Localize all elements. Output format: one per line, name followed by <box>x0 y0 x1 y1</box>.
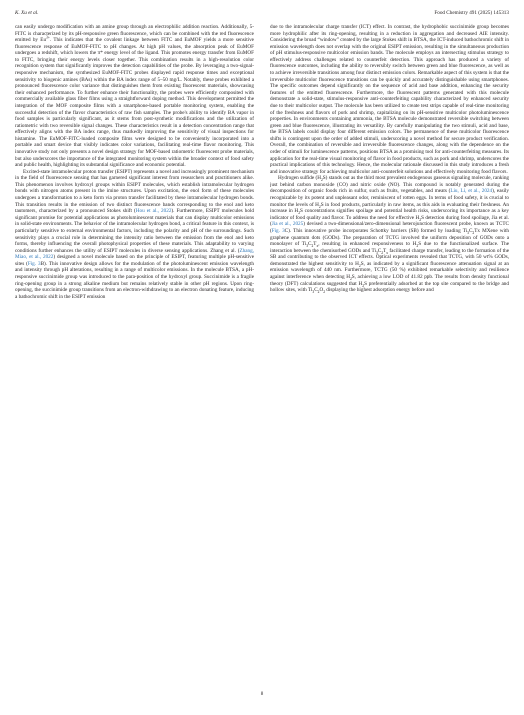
citation-link[interactable]: Zhang, Miao, et al., 2022 <box>15 247 254 261</box>
two-column-body <box>15 24 509 686</box>
superscript: 3+ <box>46 35 50 40</box>
subscript: 2 <box>323 290 325 295</box>
subscript: 3 <box>467 230 469 235</box>
subscript: 2 <box>317 290 320 295</box>
citation-link[interactable]: Jia et al., 2025 <box>271 221 304 228</box>
citation-link[interactable]: Liu, Li, et al., 2024 <box>450 188 493 195</box>
subscript: 2 <box>416 244 419 249</box>
running-header <box>15 10 509 20</box>
subscript: 2 <box>381 250 384 255</box>
paragraph-btsa: due to the intramolecular charge transfer (ICT) effect. In contrast, the hydrophobic succinimide group becomes more hydrophilic after its ring-opening, resulting in a reduction in aggregation and decreased AIE intensity. Considering the broad “window” created by the large Stokes shift in BTSA, the ICT-induced bathochromic shift in emission wavelength does not overlap with the original ESIPT emission, resulting in the simultaneous production of pH stimulus-responsive multicolor emission bands. The molecule employs an intersecting stimulus strategy to effectively address challenges related to counterfeit detection. This approach has produced a variety of fluorescence outcomes, including the ability to reversibly switch between green and blue fluorescence, as well as to achieve irreversible transitions among four distinct emission colors. Remarkable aspect of this system is that the irreversible multicolor fluorescence transitions can be quickly and accurately distinguishable using smartphones. The specific outcomes depend significantly on the sequence of acid and base addition, enhancing the security features of the emitted fluorescence. Furthermore, the fluorescent patterns generated with this molecule demonstrate a solid-state, stimulus-responsive anti-counterfeiting capability characterized by enhanced security due to their multicolor output. The molecule has been utilized to create test strips capable of real-time monitoring of the freshness and flavors of pork and shrimp, capitalizing on its pH-sensitive multicolor photoluminescence properties. In environments containing ammonia, the BTSA molecule demonstrated reversible switching between green and blue fluorescence, illustrating its versatility. By carefully manipulating the two stimuli, acid and base, the BTSA labels could display four different emission colors. The permanence of these multicolor fluorescence shifts is contingent upon the order of added stimuli, underscoring a novel method for secure product verification. Overall, the combination of reversible and irreversible fluorescence changes, along with the dependence on the order of stimuli for luminescence patterns, positions BTSA as a promising tool for anti-counterfeiting measures. Its application for the real-time visual monitoring of flavor in food products, such as pork and shrimp, underscores the practical implications of this technology. Hence, the molecular rationale discussed in this study introduces a fresh and innovative strategy for achieving multicolor anti-counterfeit solutions and effectively monitoring food flavors. <box>270 24 509 175</box>
subscript: 2 <box>358 263 361 268</box>
page-number: 8 <box>260 692 264 697</box>
paragraph-h2s: Hydrogen sulfide $(H_2S)$ stands out as the third most prevalent endogenous gaseous signaling molecule, ranking just behind carbon monoxide (CO) and nitric oxide (NO). This compound is notably generated during the decomposition of organic foods rich in sulfur, such as fruits, vegetables, and meats (Liu, Li, et al., 2024), easily recognizable by its potent and unpleasant odor, reminiscent of rotten eggs. In terms of food safety, it is crucial to monitor the levels of $H_2S$ in food products, particularly in raw items, as this aids in evaluating their freshness. An increase in $H_2S$ concentrations signifies spoilage and potential health risks, underscoring its importance as a key indicator of food quality and flavor. To address the need for effective $H_2S$ detection during food spoilage, Jia et al. (Jia et al., 2025) devised a two-dimensional/zero-dimensional heterojunction fluorescent probe, known as TCTC (Fig. 3C). This innovative probe incorporates Schottky barriers (SB) formed by loading $Ti_3C_2Tx$ MXene with graphene quantum dots (GODs). The preparation of TCTG involved the uniform deposition of GODs onto a monolayer of $Ti_3C_2T_x$, resulting in enhanced responsiveness to $H_2S$ due to the functionalized surface. The interaction between the chemisorbed GODs and $Ti_3C_2T_x$ facilitated charge transfer, leading to the formation of the SB and contributing to the observed ICT effects. Optical experiments revealed that TCTG, with 50 wt% GODs, demonstrated the highest sensitivity to $H_2S$, as indicated by a significant fluorescence attenuation signal at an emission wavelength of 440 nm. Furthermore, TCTG (50 %) exhibited remarkable selectivity and resilience against interference when detecting $H_2S$, achieving a low LOD of 41.82 ppb. The results from density functional theory (DFT) calculations suggested that $H_2S$ preferentially adsorbed at the top site compared to the bridge and hollow sites, with $Ti_3C_2O_2$ displaying the highest adsorption energy before and <box>270 175 509 295</box>
subscript: 2 <box>298 211 300 216</box>
citation-link[interactable]: Fig. 3 <box>27 260 41 267</box>
subscript: 2 <box>472 230 475 235</box>
subscript: x <box>386 250 388 255</box>
subscript: 2 <box>320 178 323 183</box>
citation-link[interactable]: Fig. 3 <box>271 227 285 234</box>
subscript: 2 <box>419 217 422 222</box>
paragraph-eumof-fitc: can easily undergo modification with an amine group through an electrophilic addition reaction. Additionally, 5-FITC is characterized by its pH-responsive green fluorescence, which can be combined with the red fluorescence emitted by $Eu^{3+}$. This indicates that the covalent linkage between FITC and EuMOF yields a more sensitive fluorescence response of EuMOF-FITC to pH changes. At high pH values, the absorption peak of EuMOF undergoes a redshift, which lowers the π* energy level of the ligand. This promotes energy transfer from EuMOF to FITC, bringing their energy levels closer together. This combination results in a high-resolution color recognition system that significantly improves the detection capabilities of the probe. By leveraging a two-signal-responsive mechanism, the synthesized EuMOF-FITC probes displayed rapid response times and exceptional sensitivity to biogenic amines (BAs) within the BA index range of 5–50 mg/L. Notably, these probes exhibited a pronounced fluorescence color variance that distinguishes them from existing fluorescent materials, showcasing their enhanced performance. To further enhance their functionality, the probes were efficiently composited with commercially available glass fiber films using a straightforward doping method. This development permitted the integration of the MOF composite films with a smartphone-based portable monitoring system, enabling the successful detection of the flavor characteristics of raw fish samples. The probe's ability to identify BA vapor in food samples is particularly significant, as it stems from post-synthetic modifications and the utilization of ratiometric with two reversible signal changes. These characteristics result in a detection concentration range that effectively aligns with the BA index range, thus markedly improving the sensitivity of visual inspections for histamine. The EuMOF-FITC-loaded composite films were designed to be conveniently incorporated into a portable and smart device that visibly indicates color variations, facilitating real-time flavor monitoring. This innovative study not only presents a novel design strategy for MOF-based ratiometric fluorescent probe materials, but also underscores the importance of the integrated monitoring system within the broader context of food safety and public health, highlighting its substantial significance and economic potential. <box>15 24 254 169</box>
subscript: 3 <box>312 290 315 295</box>
paragraph-esipt: Excited-state intramolecular proton transfer (ESIPT) represents a novel and increasingly prominent mechanism in the field of fluorescence sensing that has garnered significant interest from researchers and practitioners alike. This phenomenon involves hydroxyl groups within ESIPT molecules, which establish intramolecular hydrogen bonds with nitrogen atoms present in the imine structures. Upon excitation, the enol form of these molecules undergoes a transformation to a keto form via proton transfer facilitated by these intramolecular hydrogen bonds. This transition results in the emission of two distinct fluorescence bands corresponding to the enol and keto tautomers, characterized by a pronounced Stokes shift (Hou et al., 2022). Furthermore, ESIPT molecules hold significant promise for potential applications as photoluminescent materials that can display multicolor emissions in solid-state environments. The behavior of the intramolecular hydrogen bond, a critical feature in this context, is particularly sensitive to external environmental factors, including the polarity and pH of the surroundings. Such sensitivity plays a crucial role in determining the intensity ratio between the emission from the enol and keto forms, thereby influencing the overall photophysical properties of these materials. This adaptability to varying conditions further enhances the utility of ESIPT molecules in diverse sensing applications. Zhang et al. (Zhang, Miao, et al., 2022) designed a novel molecule based on the principle of ESIPT, featuring multiple pH-sensitive sites (Fig. 3B). This innovative design allows for the modulation of the photoluminescent emission wavelength and intensity through pH alterations, resulting in a range of multicolor emissions. In the molecule BTSA, a pH-responsive succinimide group was introduced to the para-position of the hydroxyl group. Succinimide is a fragile ring-opening group in a strong alkaline medium but remains relatively stable in other pH regions. Upon ring-opening, the succinimide group transitions from an electron-withdrawing to an electron donating feature, inducing a bathochromic shift in the ESIPT emission <box>15 168 254 300</box>
right-column <box>270 24 509 686</box>
subscript: x <box>316 244 319 249</box>
subscript: 3 <box>375 250 378 255</box>
left-column <box>15 24 254 686</box>
header-authors: K. Xu et al. <box>15 10 39 16</box>
subscript: 2 <box>311 244 314 249</box>
subscript: 3 <box>306 244 309 249</box>
subscript: 2 <box>362 283 365 288</box>
subscript: 2 <box>318 204 321 209</box>
header-journal: Food Chemistry 491 (2025) 145313 <box>434 10 509 16</box>
citation-link[interactable]: Hou et al., 2022 <box>135 208 172 215</box>
subscript: 2 <box>349 277 352 281</box>
